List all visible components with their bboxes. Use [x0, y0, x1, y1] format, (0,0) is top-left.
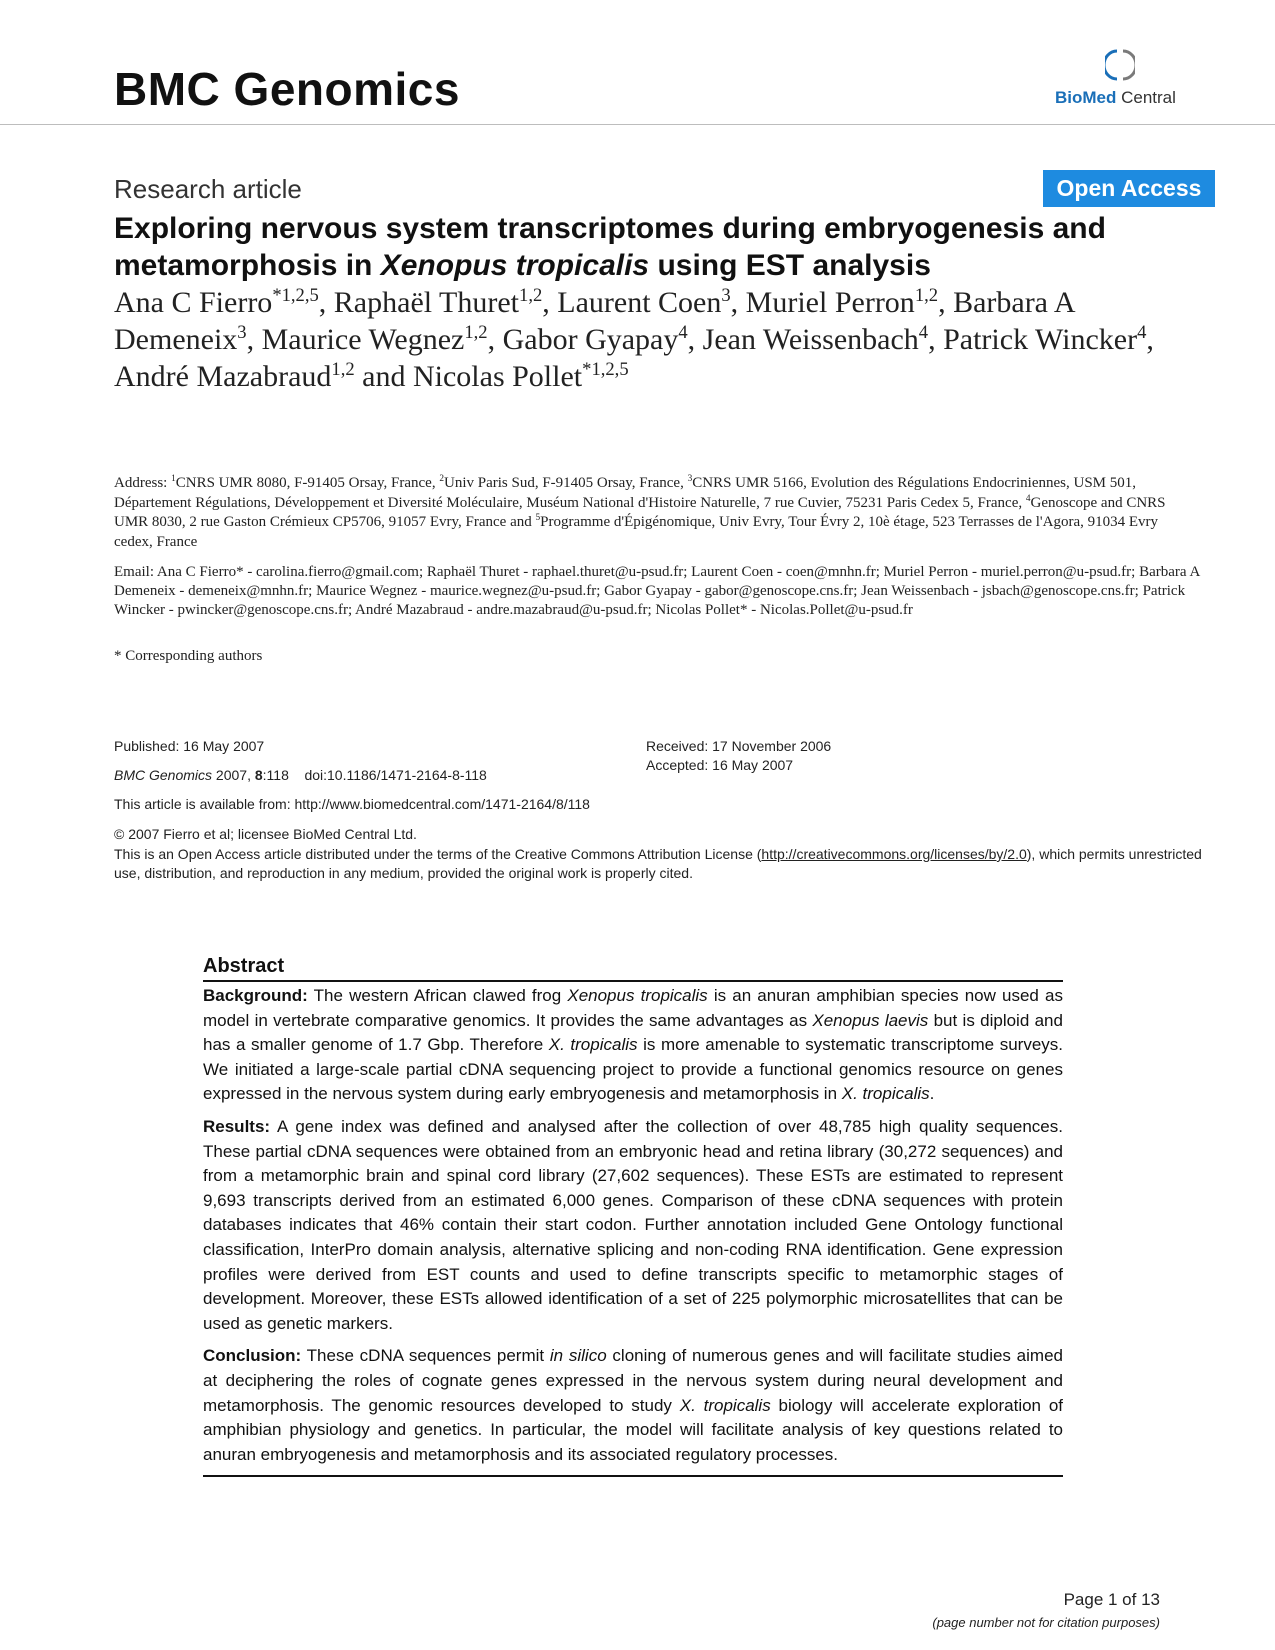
author-separator: , [487, 323, 503, 356]
author-affiliation-mark: 1,2 [914, 285, 939, 306]
author-name: André Mazabraud [114, 360, 332, 393]
published-date: Published: 16 May 2007 [114, 738, 265, 754]
author-separator: , [938, 286, 954, 319]
citation: BMC Genomics 2007, 8:118 doi:10.1186/1471-2164-8-118 [114, 767, 487, 783]
abstract-heading: Abstract [203, 955, 1063, 982]
affiliation-text: Programme d'Épigénomique, Univ Evry, Tour Évry 2, 10è étage, 523 Terrasses de l'Agora, 91034 Evry cedex, France [114, 514, 1159, 550]
accepted-date: Accepted: 16 May 2007 [646, 757, 794, 773]
copyright: © 2007 Fierro et al; licensee BioMed Central Ltd. [114, 826, 417, 842]
affiliation-text: Univ Paris Sud, F-91405 Orsay, France, [444, 475, 688, 491]
author-name: Raphaël Thuret [333, 286, 520, 319]
author-affiliation-mark: 1,2 [331, 359, 355, 380]
author-affiliation-mark: 3 [237, 322, 247, 343]
author-list [114, 284, 1214, 395]
corresponding-authors-note: * Corresponding authors [114, 648, 263, 664]
author-name: Maurice Wegnez [261, 323, 465, 356]
author-affiliation-mark: *1,2,5 [272, 285, 319, 306]
logo-central-text: Central [1116, 88, 1176, 107]
page-number-note: (page number not for citation purposes) [932, 1615, 1160, 1630]
biomed-logo-icon [1105, 48, 1135, 82]
abstract-divider [203, 1475, 1063, 1477]
biomed-central-logo[interactable] [1055, 48, 1205, 110]
author-separator: and [354, 360, 413, 393]
author-name: Ana C Fierro [114, 286, 273, 319]
doi[interactable]: doi:10.1186/1471-2164-8-118 [304, 767, 487, 783]
license-statement: This is an Open Access article distributed under the terms of the Creative Commons Attribution License (http://creativecommons.org/licenses/by/2.0), which permits unrestricted use, distribution, and reproduction in any medium, provided the original work is properly cited. [114, 846, 1202, 881]
license-link[interactable]: http://creativecommons.org/licenses/by/2.0 [761, 846, 1027, 862]
author-separator: , [1146, 323, 1154, 356]
abstract-section [203, 955, 1063, 1477]
author-name: Gabor Gyapay [502, 323, 679, 356]
affiliation-number: 3 [687, 474, 693, 484]
received-date: Received: 17 November 2006 [646, 738, 832, 754]
author-name: Patrick Wincker [943, 323, 1138, 356]
author-affiliation-mark: 4 [1137, 322, 1147, 343]
author-separator: , [687, 323, 703, 356]
author-name: Jean Weissenbach [702, 323, 919, 356]
article-type: Research article [114, 174, 302, 204]
author-separator: , [928, 323, 944, 356]
affiliation-text: CNRS UMR 5166, Evolution des Régulations Endocriniennes, USM 501, Département Régulations, Développement et Diversité Moléculaire, Muséum National d'Histoire Naturelle, 7 rue Cuvier, 75231 Paris Cedex 5, France, [114, 475, 1136, 511]
article-title: Exploring nervous system transcriptomes during embryogenesis and metamorphosis in Xenopus tropicalis using EST analysis [114, 212, 1106, 282]
author-separator: , [318, 286, 334, 319]
author-affiliation-mark: 4 [678, 322, 688, 343]
open-access-badge: Open Access [1043, 170, 1215, 207]
address-label: Address: [114, 475, 172, 491]
author-affiliation-mark: *1,2,5 [582, 359, 629, 380]
affiliation-number: 2 [439, 474, 444, 484]
page-number: Page 1 of 13 [1063, 1590, 1160, 1609]
author-affiliation-mark: 1,2 [519, 285, 543, 306]
author-name: Nicolas Pollet [412, 360, 583, 393]
logo-biomed-text: BioMed [1055, 88, 1117, 107]
author-emails: Email: Ana C Fierro* - carolina.fierro@gmail.com; Raphaël Thuret - raphael.thuret@u-psud.fr; Laurent Coen - coen@mnhn.fr; Muriel Perron - muriel.perron@u-psud.fr; Barbara A Demeneix - demeneix@mnhn.fr; Maurice Wegnez - maurice.wegnez@u-psud.fr; Gabor Gyapay - gabor@genoscope.cns.fr; Jean Weissenbach - jsbach@genoscope.cns.fr; Patrick Wincker - pwincker@genoscope.cns.fr; André Mazabraud - andre.mazabraud@u-psud.fr; Nicolas Pollet* - Nicolas.Pollet@u-psud.fr [114, 564, 1200, 618]
affiliation-text: CNRS UMR 8080, F-91405 Orsay, France, [175, 475, 440, 491]
header-divider [0, 124, 1275, 125]
author-separator: , [730, 286, 746, 319]
author-affiliation-mark: 4 [918, 322, 929, 343]
author-separator: , [246, 323, 262, 356]
affiliation-number: 5 [535, 513, 541, 523]
author-separator: , [542, 286, 558, 319]
affiliation-number: 4 [1025, 493, 1031, 504]
author-affiliation-mark: 3 [721, 285, 731, 306]
abstract-conclusion: Conclusion: These cDNA sequences permit in silico cloning of numerous genes and will facilitate studies aimed at deciphering the roles of cognate genes expressed in the nervous system during neural development and metamorphosis. The genomic resources developed to study X. tropicalis biology will accelerate exploration of amphibian physiology and genetics. In particular, the model will facilitate analysis of key questions related to anuran embryogenesis and metamorphosis and its associated regulatory processes. [203, 1346, 1063, 1464]
affiliation-number: 1 [171, 474, 176, 484]
author-affiliation-mark: 1,2 [464, 322, 488, 343]
affiliation-text: Genoscope and CNRS UMR 8030, 2 rue Gaston Crémieux CP5706, 91057 Evry, France and [114, 494, 1166, 530]
article-url[interactable]: This article is available from: http://www.biomedcentral.com/1471-2164/8/118 [114, 796, 590, 812]
author-name: Barbara A Demeneix [114, 286, 1074, 356]
author-name: Muriel Perron [745, 286, 915, 319]
author-addresses [114, 474, 1194, 552]
author-name: Laurent Coen [557, 286, 722, 319]
abstract-background: Background: The western African clawed frog Xenopus tropicalis is an anuran amphibian species now used as model in vertebrate comparative genomics. It provides the same advantages as Xenopus laevis but is diploid and has a smaller genome of 1.7 Gbp. Therefore X. tropicalis is more amenable to systematic transcriptome surveys. We initiated a large-scale partial cDNA sequencing project to provide a functional genomics resource on genes expressed in the nervous system during early embryogenesis and metamorphosis in X. tropicalis. [203, 986, 1063, 1104]
journal-title: BMC Genomics [114, 63, 460, 115]
abstract-results: Results: A gene index was defined and analysed after the collection of over 48,785 high quality sequences. These partial cDNA sequences were obtained from an embryonic head and retina library (30,272 sequences) and from a metamorphic brain and spinal cord library (27,602 sequences). These ESTs are estimated to represent 9,693 transcripts derived from an estimated 6,000 genes. Comparison of these cDNA sequences with protein databases indicates that 46% contain their start codon. Further annotation included Gene Ontology functional classification, InterPro domain analysis, alternative splicing and non-coding RNA identification. Gene expression profiles were derived from EST counts and used to define transcripts specific to metamorphic stages of development. Moreover, these ESTs allowed identification of a set of 225 polymorphic microsatellites that can be used as genetic markers. [203, 1116, 1063, 1333]
